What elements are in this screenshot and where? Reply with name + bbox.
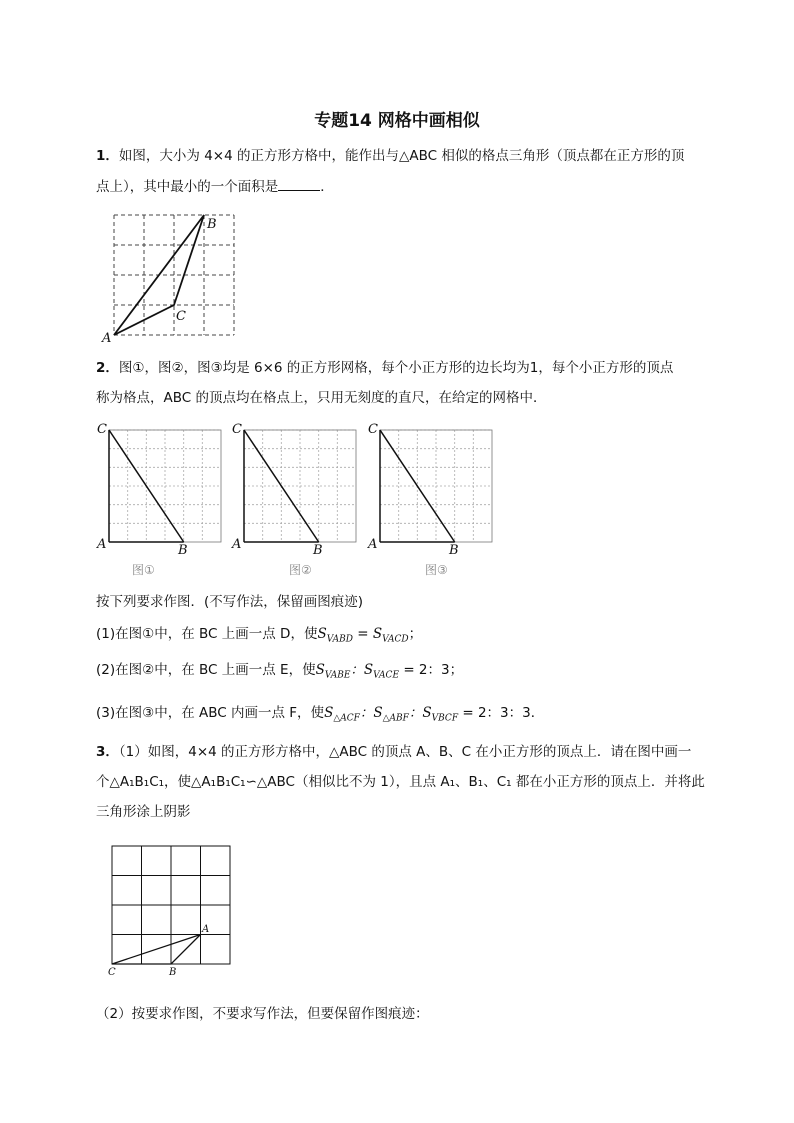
q2-item-1-tail: ； — [408, 626, 423, 642]
q2f2-label-a: A — [232, 537, 242, 552]
q2-item-2-text: 在图②中，在 BC 上画一点 E，使 — [115, 662, 316, 678]
q1-figure — [102, 210, 245, 346]
q2-item-2 — [96, 660, 463, 686]
q2-item-3-s: S — [324, 705, 334, 721]
q2-item-1-sub2: VACD — [382, 634, 409, 645]
q2-figure-1 — [96, 420, 231, 580]
q2f1-label-a: A — [97, 537, 107, 552]
q3-part2: （2）按要求作图，不要求写作法，但要保留作图痕迹： — [96, 1006, 429, 1022]
q1-line1 — [96, 146, 684, 166]
q3-label-a: A — [202, 924, 210, 935]
q2-figure-2 — [231, 420, 366, 580]
q2-line1 — [96, 358, 673, 378]
q2-item-3-num: (3) — [96, 705, 116, 721]
q3-label-b: B — [169, 967, 177, 978]
q3-line3: 三角形涂上阴影 — [96, 804, 191, 820]
q2f3-caption: 图③ — [425, 563, 448, 577]
q1-label-a: A — [102, 331, 112, 346]
q3-figure — [106, 842, 241, 982]
q2-figure-3 — [367, 420, 502, 580]
q2f3-label-c: C — [368, 422, 378, 437]
q2-text-1: 图①，图②，图③均是 6×6 的正方形网格，每个小正方形的边长均为1，每个小正方形的顶点 — [118, 360, 674, 376]
q2f2-caption: 图② — [289, 563, 312, 577]
q1-text-1: 如图，大小为 4×4 的正方形方格中，能作出与△ABC 相似的格点三角形（顶点都在正方形的顶 — [118, 148, 685, 164]
q2-item-2-mid: ：S — [350, 662, 374, 678]
q2f3-label-a: A — [368, 537, 378, 552]
q2-number: 2． — [96, 360, 119, 376]
q2-item-1-sub1: VABD — [326, 634, 353, 645]
q1-triangle-abc — [114, 215, 204, 335]
q1-answer-blank — [278, 176, 320, 191]
q2-item-3-text: 在图③中，在 ABC 内画一点 F，使 — [115, 705, 325, 721]
q2-item-3-tail: = 2：3：3． — [458, 705, 545, 721]
q2-item-3 — [96, 703, 544, 729]
q1-label-b: B — [207, 217, 217, 232]
q2-instruction: 按下列要求作图．(不写作法，保留画图痕迹) — [96, 594, 364, 610]
q2-item-3-sub2: △ABF — [382, 713, 409, 724]
q3-text-1: （1）如图，4×4 的正方形方格中，△ABC 的顶点 A、B、C 在小正方形的顶点上．请在图中画一 — [118, 744, 692, 760]
q2-item-3-mid: ：S — [359, 705, 383, 721]
q2-item-1 — [96, 624, 422, 650]
q1-number: 1． — [96, 148, 119, 164]
q3-grid — [112, 846, 230, 964]
q2f2-label-b: B — [313, 543, 323, 558]
q3-line1 — [96, 742, 691, 762]
q2-item-3-sub1: △ACF — [333, 713, 360, 724]
q2-item-1-mid: = S — [352, 626, 383, 642]
page-title: 专题14 网格中画相似 — [314, 111, 480, 131]
q2-item-2-num: (2) — [96, 662, 116, 678]
q2-item-2-tail: = 2：3； — [399, 662, 464, 678]
q3-triangle-abc — [112, 935, 201, 965]
q3-line2: 个△A₁B₁C₁，使△A₁B₁C₁∽△ABC（相似比不为 1），且点 A₁、B₁、C₁ 都在小正方形的顶点上．并将此 — [96, 774, 705, 790]
q2f1-label-c: C — [97, 422, 107, 437]
q3-label-c: C — [108, 967, 116, 978]
q2-item-3-sub3: VBCF — [431, 713, 459, 724]
q2f1-caption: 图① — [132, 563, 155, 577]
q2-item-3-mid2: ：S — [408, 705, 432, 721]
q3-number: 3． — [96, 744, 119, 760]
q2-item-2-sub2: VACE — [373, 670, 400, 681]
q2f3-label-b: B — [449, 543, 459, 558]
q2-item-1-num: (1) — [96, 626, 116, 642]
q2-item-2-s: S — [315, 662, 325, 678]
q1-line2 — [96, 176, 334, 197]
q1-text-3: ． — [320, 179, 334, 195]
q2f1-label-b: B — [178, 543, 188, 558]
q2-item-2-sub1: VABE — [324, 670, 351, 681]
q1-text-2: 点上），其中最小的一个面积是 — [96, 179, 279, 195]
q2f2-label-c: C — [232, 422, 242, 437]
q2-line2: 称为格点，ABC 的顶点均在格点上，只用无刻度的直尺，在给定的网格中． — [96, 390, 547, 406]
q1-grid — [114, 215, 234, 335]
q1-label-c: C — [176, 309, 186, 324]
q2-item-1-s: S — [317, 626, 327, 642]
q2-item-1-text: 在图①中，在 BC 上画一点 D，使 — [115, 626, 318, 642]
